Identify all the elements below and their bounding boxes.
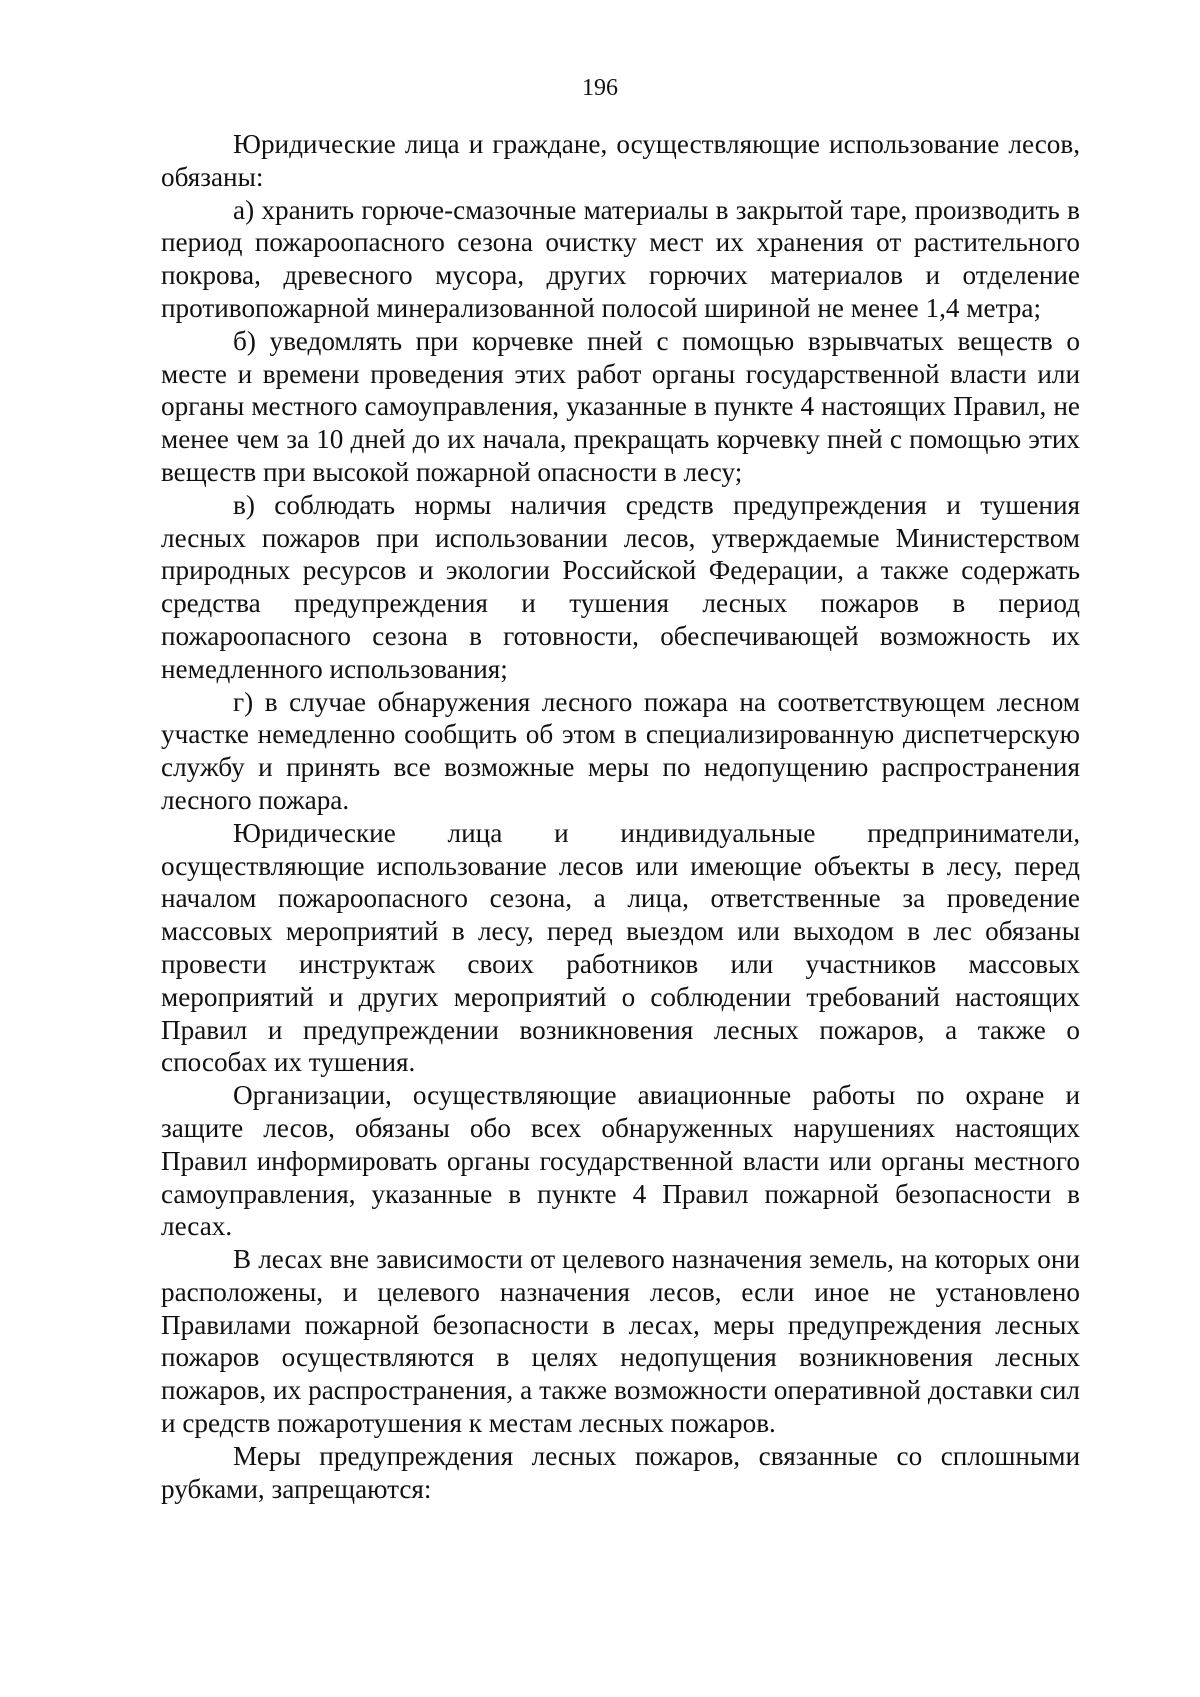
paragraph-item-b: б) уведомлять при корчевке пней с помощью взрывчатых веществ о месте и времени проведения этих работ органы государственной власти или органы местного самоуправления, указанные в пункте 4 настоящих Правил, не менее чем за 10 дней до их начала, прекращать корчевку пней с помощью этих веществ при высокой пожарной опасности в лесу; [161, 325, 1080, 487]
paragraph-intro-obligations: Юридические лица и граждане, осуществляющие использование лесов, обязаны: [161, 129, 1080, 192]
paragraph-item-g: г) в случае обнаружения лесного пожара на соответствующем лесном участке немедленно сообщить об этом в специализированную диспетчерскую службу и принять все возможные меры по недопущению распространения лесного пожара. [161, 686, 1080, 815]
paragraph-instruction-briefing: Юридические лица и индивидуальные предприниматели, осуществляющие использование лесов или имеющие объекты в лесу, перед началом пожароопасного сезона, а лица, ответственные за проведение массовых мероприятий в лесу, перед выездом или выходом в лес обязаны провести инструктаж своих работников или участников массовых мероприятий и других мероприятий о соблюдении требований настоящих Правил и предупреждении возникновения лесных пожаров, а также о способах их тушения. [161, 817, 1080, 1078]
page-number: 196 [582, 75, 618, 101]
document-body [161, 128, 1080, 1505]
paragraph-aviation-organizations: Организации, осуществляющие авиационные работы по охране и защите лесов, обязаны обо всех обнаруженных нарушениях настоящих Правил информировать органы государственной власти или органы местного самоуправления, указанные в пункте 4 Правил пожарной безопасности в лесах. [161, 1080, 1080, 1242]
paragraph-item-a: а) хранить горюче-смазочные материалы в закрытой таре, производить в период пожароопасного сезона очистку мест их хранения от растительного покрова, древесного мусора, других горючих материалов и отделение противопожарной минерализованной полосой шириной не менее 1,4 метра; [161, 194, 1080, 323]
paragraph-clear-cutting: Меры предупреждения лесных пожаров, связанные со сплошными рубками, запрещаются: [161, 1440, 1080, 1504]
paragraph-item-v: в) соблюдать нормы наличия средств предупреждения и тушения лесных пожаров при использовании лесов, утверждаемые Министерством природных ресурсов и экологии Российской Федерации, а также содержать средства предупреждения и тушения лесных пожаров в период пожароопасного сезона в готовности, обеспечивающей возможность их немедленного использования; [161, 489, 1080, 684]
paragraph-prevention-measures: В лесах вне зависимости от целевого назначения земель, на которых они расположены, и целевого назначения лесов, если иное не установлено Правилами пожарной безопасности в лесах, меры предупреждения лесных пожаров осуществляются в целях недопущения возникновения лесных пожаров, их распространения, а также возможности оперативной доставки сил и средств пожаротушения к местам лесных пожаров. [161, 1244, 1080, 1439]
